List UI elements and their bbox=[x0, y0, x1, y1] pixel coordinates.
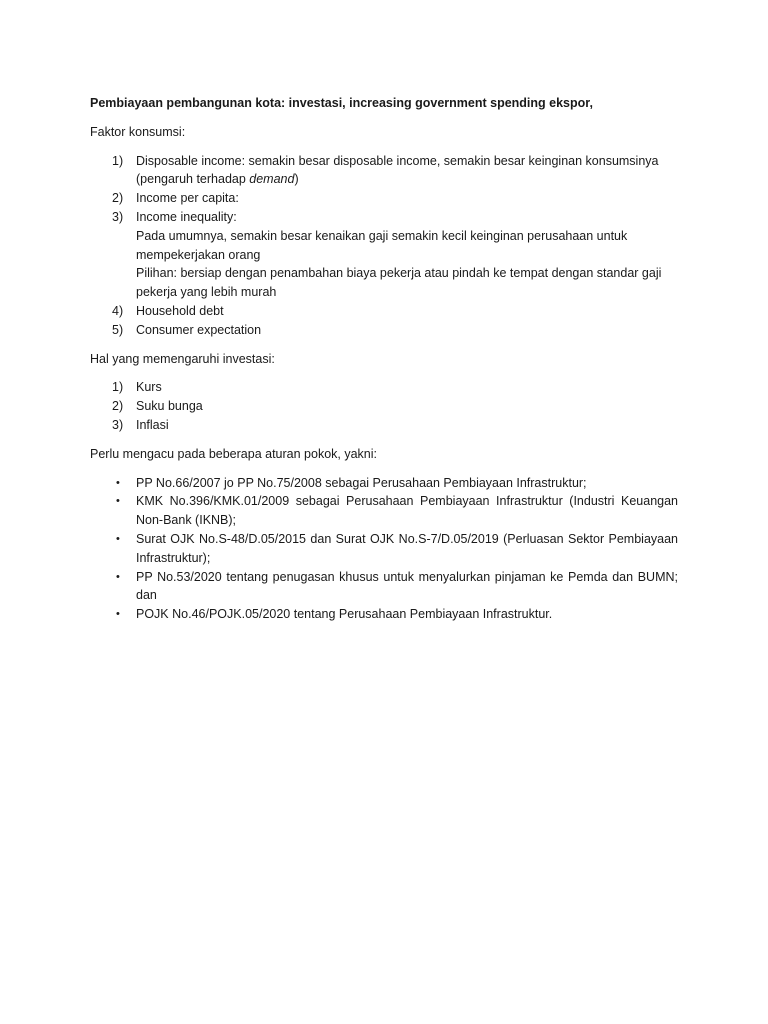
list-item bbox=[90, 397, 678, 416]
list-item-text: PP No.66/2007 jo PP No.75/2008 sebagai Perusahaan Pembiayaan Infrastruktur; bbox=[136, 475, 587, 490]
investasi-list bbox=[90, 378, 678, 434]
list-item-suffix: ) bbox=[294, 172, 299, 187]
list-item-subtext: Pada umumnya, semakin besar kenaikan gaji semakin kecil keinginan perusahaan untuk mempekerjakan orang bbox=[136, 228, 628, 262]
list-item bbox=[90, 568, 678, 606]
document-page bbox=[90, 94, 678, 634]
list-item-text: Consumer expectation bbox=[136, 322, 262, 337]
list-item bbox=[90, 189, 678, 208]
list-item bbox=[90, 378, 678, 397]
investasi-heading: Hal yang memengaruhi investasi: bbox=[90, 351, 275, 366]
list-number: 2) bbox=[112, 191, 124, 206]
list-number: 2) bbox=[112, 399, 124, 414]
list-item-text: Income inequality: bbox=[136, 209, 237, 224]
list-item-text: PP No.53/2020 tentang penugasan khusus untuk menyalurkan pinjaman ke Pemda dan BUMN; dan bbox=[136, 569, 678, 603]
list-item-text: Household debt bbox=[136, 303, 224, 318]
bullet-icon: • bbox=[116, 608, 120, 621]
list-number: 3) bbox=[112, 209, 124, 224]
list-number: 1) bbox=[112, 380, 124, 395]
list-item-subtext: Pilihan: bersiap dengan penambahan biaya pekerja atau pindah ke tempat dengan standar gaji pekerja yang lebih murah bbox=[136, 266, 662, 300]
list-item bbox=[90, 208, 678, 302]
list-item-text: Kurs bbox=[136, 380, 162, 395]
document-title: Pembiayaan pembangunan kota: investasi, increasing government spending ekspor, bbox=[90, 96, 593, 110]
list-number: 4) bbox=[112, 303, 124, 318]
list-number: 5) bbox=[112, 322, 124, 337]
aturan-heading: Perlu mengacu pada beberapa aturan pokok, yakni: bbox=[90, 446, 377, 461]
list-item bbox=[90, 302, 678, 321]
list-item bbox=[90, 492, 678, 530]
list-item-emphasis: demand bbox=[249, 172, 295, 187]
list-item-text: Inflasi bbox=[136, 417, 169, 432]
list-item-text: Suku bunga bbox=[136, 399, 203, 414]
list-number: 3) bbox=[112, 417, 124, 432]
list-item bbox=[90, 474, 678, 493]
list-number: 1) bbox=[112, 153, 124, 168]
konsumsi-heading: Faktor konsumsi: bbox=[90, 124, 186, 139]
list-item bbox=[90, 605, 678, 624]
bullet-icon: • bbox=[116, 532, 120, 545]
bullet-icon: • bbox=[116, 570, 120, 583]
list-item-text: Income per capita: bbox=[136, 191, 239, 206]
aturan-list bbox=[90, 474, 678, 624]
list-item bbox=[90, 530, 678, 568]
bullet-icon: • bbox=[116, 495, 120, 508]
list-item bbox=[90, 321, 678, 340]
list-item-text: POJK No.46/POJK.05/2020 tentang Perusahaan Pembiayaan Infrastruktur. bbox=[136, 607, 553, 622]
bullet-icon: • bbox=[116, 476, 120, 489]
list-item bbox=[90, 416, 678, 435]
konsumsi-list bbox=[90, 152, 678, 340]
list-item-text: KMK No.396/KMK.01/2009 sebagai Perusahaan Pembiayaan Infrastruktur (Industri Keuangan Non-Bank (IKNB); bbox=[136, 494, 678, 528]
list-item-text: Surat OJK No.S-48/D.05/2015 dan Surat OJK No.S-7/D.05/2019 (Perluasan Sektor Pembiayaan Infrastruktur); bbox=[136, 531, 678, 565]
list-item bbox=[90, 152, 678, 190]
list-item-text: Disposable income: semakin besar disposable income, semakin besar keinginan konsumsinya (pengaruh terhadap bbox=[136, 153, 659, 187]
